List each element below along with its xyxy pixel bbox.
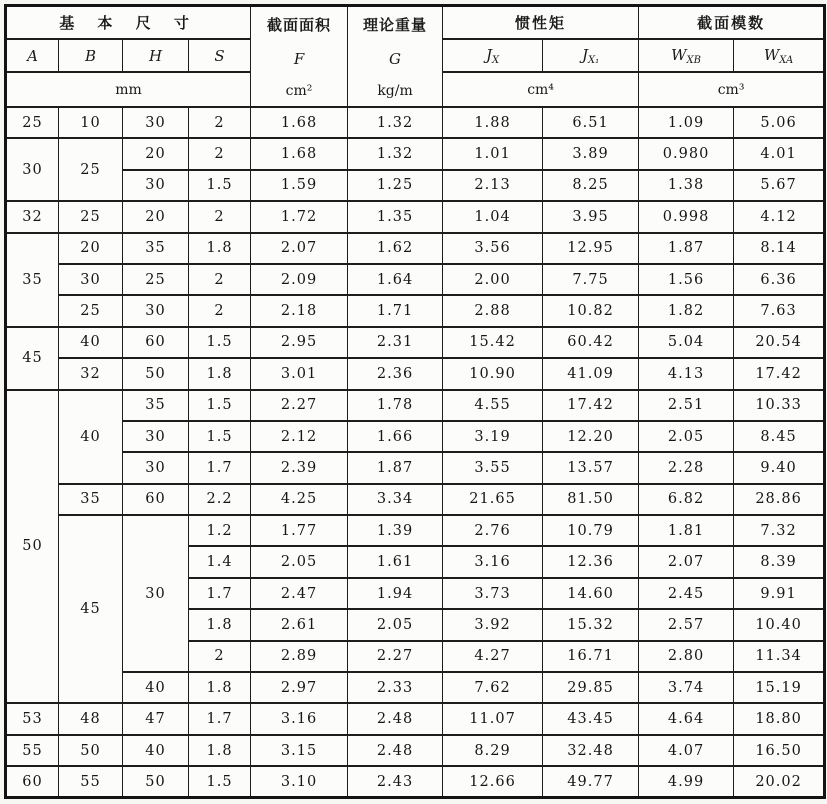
table-cell: 1.04 bbox=[443, 201, 543, 232]
table-cell: 3.15 bbox=[251, 735, 348, 766]
table-cell: 11.07 bbox=[443, 703, 543, 734]
table-cell: 9.40 bbox=[734, 452, 825, 483]
table-cell: 0.980 bbox=[639, 138, 734, 169]
header-moment-of-inertia: 惯性矩 bbox=[443, 6, 639, 40]
table-cell: 32 bbox=[59, 358, 123, 389]
table-cell: 3.73 bbox=[443, 578, 543, 609]
table-cell: 2.05 bbox=[348, 609, 443, 640]
header-col-S: S bbox=[189, 39, 251, 72]
table-cell: 1.5 bbox=[189, 390, 251, 421]
table-cell: 3.16 bbox=[251, 703, 348, 734]
table-cell: 45 bbox=[6, 327, 59, 390]
table-cell: 3.92 bbox=[443, 609, 543, 640]
table-cell: 14.60 bbox=[543, 578, 639, 609]
header-col-B: B bbox=[59, 39, 123, 72]
table-cell: 2.27 bbox=[251, 390, 348, 421]
table-cell: 3.16 bbox=[443, 546, 543, 577]
header-col-A: A bbox=[6, 39, 59, 72]
table-cell: 2.28 bbox=[639, 452, 734, 483]
table-cell: 15.19 bbox=[734, 672, 825, 703]
table-cell: 2.09 bbox=[251, 264, 348, 295]
steel-section-spec-table bbox=[4, 4, 826, 799]
table-cell: 20 bbox=[123, 201, 189, 232]
table-row bbox=[6, 390, 825, 421]
table-cell: 2.76 bbox=[443, 515, 543, 546]
table-cell: 30 bbox=[6, 138, 59, 201]
table-cell: 40 bbox=[123, 672, 189, 703]
table-row bbox=[6, 170, 825, 201]
table-cell: 1.5 bbox=[189, 170, 251, 201]
table-cell: 2.48 bbox=[348, 703, 443, 734]
table-cell: 25 bbox=[59, 295, 123, 326]
table-cell: 2 bbox=[189, 138, 251, 169]
table-cell: 40 bbox=[123, 735, 189, 766]
table-cell: 2.89 bbox=[251, 641, 348, 672]
table-cell: 1.5 bbox=[189, 421, 251, 452]
table-cell: 10.90 bbox=[443, 358, 543, 389]
table-cell: 1.8 bbox=[189, 609, 251, 640]
table-cell: 20.02 bbox=[734, 766, 825, 797]
table-cell: 2.2 bbox=[189, 484, 251, 515]
table-cell: 1.38 bbox=[639, 170, 734, 201]
section-area-symbol: F bbox=[293, 49, 305, 68]
table-cell: 1.68 bbox=[251, 107, 348, 138]
table-cell: 1.2 bbox=[189, 515, 251, 546]
table-cell: 10.33 bbox=[734, 390, 825, 421]
table-cell: 49.77 bbox=[543, 766, 639, 797]
header-col-H: H bbox=[123, 39, 189, 72]
wxa-subscript: XA bbox=[779, 54, 794, 66]
table-row bbox=[6, 138, 825, 169]
table-cell: 10 bbox=[59, 107, 123, 138]
header-basic-dimensions: 基 本 尺 寸 bbox=[6, 6, 251, 40]
table-cell: 12.66 bbox=[443, 766, 543, 797]
table-cell: 30 bbox=[123, 107, 189, 138]
table-cell: 4.55 bbox=[443, 390, 543, 421]
table-cell: 30 bbox=[59, 264, 123, 295]
table-cell: 2 bbox=[189, 201, 251, 232]
table-cell: 2.51 bbox=[639, 390, 734, 421]
table-row bbox=[6, 703, 825, 734]
table-cell: 32.48 bbox=[543, 735, 639, 766]
table-row bbox=[6, 672, 825, 703]
table-row bbox=[6, 515, 825, 546]
table-row bbox=[6, 452, 825, 483]
table-cell: 41.09 bbox=[543, 358, 639, 389]
table-cell: 1.01 bbox=[443, 138, 543, 169]
table-cell: 4.64 bbox=[639, 703, 734, 734]
table-row bbox=[6, 358, 825, 389]
table-cell: 12.36 bbox=[543, 546, 639, 577]
table-cell: 28.86 bbox=[734, 484, 825, 515]
table-row bbox=[6, 484, 825, 515]
table-cell: 9.91 bbox=[734, 578, 825, 609]
table-cell: 47 bbox=[123, 703, 189, 734]
header-col-Wxb bbox=[639, 39, 734, 72]
table-cell: 12.95 bbox=[543, 233, 639, 264]
table-cell: 4.25 bbox=[251, 484, 348, 515]
table-cell: 2.95 bbox=[251, 327, 348, 358]
table-cell: 1.32 bbox=[348, 138, 443, 169]
table-cell: 30 bbox=[123, 452, 189, 483]
table-cell: 50 bbox=[123, 766, 189, 797]
table-cell: 45 bbox=[59, 515, 123, 703]
table-cell: 1.88 bbox=[443, 107, 543, 138]
table-cell: 20 bbox=[59, 233, 123, 264]
table-cell: 4.12 bbox=[734, 201, 825, 232]
table-cell: 32 bbox=[6, 201, 59, 232]
table-cell: 50 bbox=[59, 735, 123, 766]
table-cell: 1.78 bbox=[348, 390, 443, 421]
table-cell: 15.32 bbox=[543, 609, 639, 640]
table-cell: 4.01 bbox=[734, 138, 825, 169]
theoretical-weight-title: 理论重量 bbox=[363, 16, 428, 35]
table-cell: 1.56 bbox=[639, 264, 734, 295]
table-cell: 3.55 bbox=[443, 452, 543, 483]
table-cell: 1.72 bbox=[251, 201, 348, 232]
table-cell: 7.75 bbox=[543, 264, 639, 295]
table-cell: 7.63 bbox=[734, 295, 825, 326]
table-cell: 2.12 bbox=[251, 421, 348, 452]
table-cell: 0.998 bbox=[639, 201, 734, 232]
table-cell: 2.33 bbox=[348, 672, 443, 703]
table-cell: 4.13 bbox=[639, 358, 734, 389]
table-cell: 3.74 bbox=[639, 672, 734, 703]
table-cell: 25 bbox=[59, 201, 123, 232]
table-row bbox=[6, 201, 825, 232]
table-cell: 2.43 bbox=[348, 766, 443, 797]
table-cell: 1.39 bbox=[348, 515, 443, 546]
table-cell: 2.45 bbox=[639, 578, 734, 609]
table-cell: 48 bbox=[59, 703, 123, 734]
table-cell: 6.82 bbox=[639, 484, 734, 515]
table-cell: 8.25 bbox=[543, 170, 639, 201]
table-cell: 10.40 bbox=[734, 609, 825, 640]
header-section-area bbox=[251, 6, 348, 108]
table-cell: 2.07 bbox=[251, 233, 348, 264]
table-cell: 6.51 bbox=[543, 107, 639, 138]
table-cell: 25 bbox=[123, 264, 189, 295]
header-theoretical-weight bbox=[348, 6, 443, 108]
table-cell: 1.59 bbox=[251, 170, 348, 201]
table-cell: 40 bbox=[59, 390, 123, 484]
table-cell: 1.94 bbox=[348, 578, 443, 609]
table-cell: 2.00 bbox=[443, 264, 543, 295]
table-cell: 1.77 bbox=[251, 515, 348, 546]
table-cell: 30 bbox=[123, 515, 189, 672]
table-cell: 1.82 bbox=[639, 295, 734, 326]
table-cell: 2.13 bbox=[443, 170, 543, 201]
table-cell: 40 bbox=[59, 327, 123, 358]
table-cell: 13.57 bbox=[543, 452, 639, 483]
table-cell: 1.5 bbox=[189, 327, 251, 358]
table-cell: 10.82 bbox=[543, 295, 639, 326]
table-cell: 1.81 bbox=[639, 515, 734, 546]
table-cell: 3.95 bbox=[543, 201, 639, 232]
table-cell: 35 bbox=[6, 233, 59, 327]
table-cell: 2.47 bbox=[251, 578, 348, 609]
table-header bbox=[6, 6, 825, 108]
unit-cm3: cm³ bbox=[639, 72, 825, 107]
jx1-symbol: J bbox=[581, 45, 588, 64]
table-cell: 2.39 bbox=[251, 452, 348, 483]
table-cell: 16.71 bbox=[543, 641, 639, 672]
table-cell: 18.80 bbox=[734, 703, 825, 734]
jx-subscript: X bbox=[491, 54, 500, 66]
table-cell: 17.42 bbox=[734, 358, 825, 389]
table-cell: 4.27 bbox=[443, 641, 543, 672]
table-cell: 1.64 bbox=[348, 264, 443, 295]
table-cell: 50 bbox=[6, 390, 59, 704]
table-row bbox=[6, 327, 825, 358]
table-cell: 2.80 bbox=[639, 641, 734, 672]
table-cell: 1.32 bbox=[348, 107, 443, 138]
theoretical-weight-unit: kg/m bbox=[377, 82, 413, 99]
table-cell: 29.85 bbox=[543, 672, 639, 703]
table-cell: 35 bbox=[123, 390, 189, 421]
table-cell: 1.7 bbox=[189, 578, 251, 609]
table-row bbox=[6, 735, 825, 766]
table-cell: 3.56 bbox=[443, 233, 543, 264]
table-cell: 2.07 bbox=[639, 546, 734, 577]
table-cell: 2.97 bbox=[251, 672, 348, 703]
table-cell: 25 bbox=[59, 138, 123, 201]
table-cell: 1.66 bbox=[348, 421, 443, 452]
table-cell: 30 bbox=[123, 170, 189, 201]
table-cell: 5.04 bbox=[639, 327, 734, 358]
table-cell: 5.06 bbox=[734, 107, 825, 138]
table-cell: 2 bbox=[189, 295, 251, 326]
table-cell: 50 bbox=[123, 358, 189, 389]
table-cell: 6.36 bbox=[734, 264, 825, 295]
table-cell: 12.20 bbox=[543, 421, 639, 452]
table-cell: 2.27 bbox=[348, 641, 443, 672]
table-cell: 7.32 bbox=[734, 515, 825, 546]
table-cell: 10.79 bbox=[543, 515, 639, 546]
table-cell: 2.88 bbox=[443, 295, 543, 326]
table-cell: 2.61 bbox=[251, 609, 348, 640]
table-cell: 30 bbox=[123, 295, 189, 326]
table-cell: 35 bbox=[59, 484, 123, 515]
table-cell: 2 bbox=[189, 264, 251, 295]
table-cell: 4.99 bbox=[639, 766, 734, 797]
table-body bbox=[6, 107, 825, 798]
table-cell: 43.45 bbox=[543, 703, 639, 734]
table-cell: 20.54 bbox=[734, 327, 825, 358]
table-cell: 2 bbox=[189, 641, 251, 672]
unit-cm4: cm⁴ bbox=[443, 72, 639, 107]
table-cell: 1.5 bbox=[189, 766, 251, 797]
unit-mm: mm bbox=[6, 72, 251, 107]
jx-symbol: J bbox=[485, 45, 492, 64]
table-cell: 1.8 bbox=[189, 672, 251, 703]
table-cell: 2.31 bbox=[348, 327, 443, 358]
section-area-unit: cm² bbox=[285, 82, 313, 99]
header-section-modulus: 截面模数 bbox=[639, 6, 825, 40]
table-cell: 1.61 bbox=[348, 546, 443, 577]
table-cell: 1.62 bbox=[348, 233, 443, 264]
table-cell: 4.07 bbox=[639, 735, 734, 766]
table-cell: 1.87 bbox=[639, 233, 734, 264]
table-cell: 3.34 bbox=[348, 484, 443, 515]
table-cell: 60.42 bbox=[543, 327, 639, 358]
table-cell: 2.18 bbox=[251, 295, 348, 326]
table-cell: 1.8 bbox=[189, 735, 251, 766]
table-cell: 16.50 bbox=[734, 735, 825, 766]
table-row bbox=[6, 264, 825, 295]
table-cell: 30 bbox=[123, 421, 189, 452]
table-cell: 7.62 bbox=[443, 672, 543, 703]
table-cell: 1.71 bbox=[348, 295, 443, 326]
wxa-symbol: W bbox=[763, 45, 780, 64]
table-cell: 5.67 bbox=[734, 170, 825, 201]
theoretical-weight-symbol: G bbox=[389, 49, 402, 68]
table-cell: 55 bbox=[6, 735, 59, 766]
table-cell: 8.39 bbox=[734, 546, 825, 577]
table-cell: 3.89 bbox=[543, 138, 639, 169]
table-cell: 60 bbox=[123, 484, 189, 515]
table-cell: 1.7 bbox=[189, 703, 251, 734]
table-row bbox=[6, 107, 825, 138]
wxb-symbol: W bbox=[671, 45, 687, 64]
table-cell: 11.34 bbox=[734, 641, 825, 672]
table-cell: 3.10 bbox=[251, 766, 348, 797]
header-col-Wxa bbox=[734, 39, 825, 72]
header-col-Jx1 bbox=[543, 39, 639, 72]
table-cell: 8.29 bbox=[443, 735, 543, 766]
table-row bbox=[6, 233, 825, 264]
table-cell: 2 bbox=[189, 107, 251, 138]
section-area-title: 截面面积 bbox=[267, 16, 332, 35]
header-col-Jx bbox=[443, 39, 543, 72]
table-cell: 1.25 bbox=[348, 170, 443, 201]
table-cell: 1.09 bbox=[639, 107, 734, 138]
table-cell: 8.45 bbox=[734, 421, 825, 452]
table-cell: 15.42 bbox=[443, 327, 543, 358]
table-cell: 2.36 bbox=[348, 358, 443, 389]
table-cell: 20 bbox=[123, 138, 189, 169]
table-cell: 1.4 bbox=[189, 546, 251, 577]
table-cell: 21.65 bbox=[443, 484, 543, 515]
table-cell: 1.8 bbox=[189, 233, 251, 264]
wxb-subscript: XB bbox=[686, 54, 701, 66]
table-row bbox=[6, 421, 825, 452]
table-cell: 3.01 bbox=[251, 358, 348, 389]
table-cell: 53 bbox=[6, 703, 59, 734]
table-cell: 60 bbox=[123, 327, 189, 358]
jx1-subscript: X₁ bbox=[587, 54, 600, 66]
table-cell: 55 bbox=[59, 766, 123, 797]
table-cell: 1.68 bbox=[251, 138, 348, 169]
table-cell: 25 bbox=[6, 107, 59, 138]
table-cell: 1.87 bbox=[348, 452, 443, 483]
table-cell: 17.42 bbox=[543, 390, 639, 421]
table-cell: 1.35 bbox=[348, 201, 443, 232]
table-cell: 2.48 bbox=[348, 735, 443, 766]
table-row bbox=[6, 295, 825, 326]
table-cell: 2.05 bbox=[251, 546, 348, 577]
table-cell: 8.14 bbox=[734, 233, 825, 264]
table-cell: 3.19 bbox=[443, 421, 543, 452]
table-cell: 81.50 bbox=[543, 484, 639, 515]
table-cell: 1.8 bbox=[189, 358, 251, 389]
table-cell: 2.57 bbox=[639, 609, 734, 640]
table-cell: 1.7 bbox=[189, 452, 251, 483]
table-cell: 60 bbox=[6, 766, 59, 797]
table-cell: 35 bbox=[123, 233, 189, 264]
table-row bbox=[6, 766, 825, 797]
header-row-titles bbox=[6, 6, 825, 40]
table-cell: 2.05 bbox=[639, 421, 734, 452]
